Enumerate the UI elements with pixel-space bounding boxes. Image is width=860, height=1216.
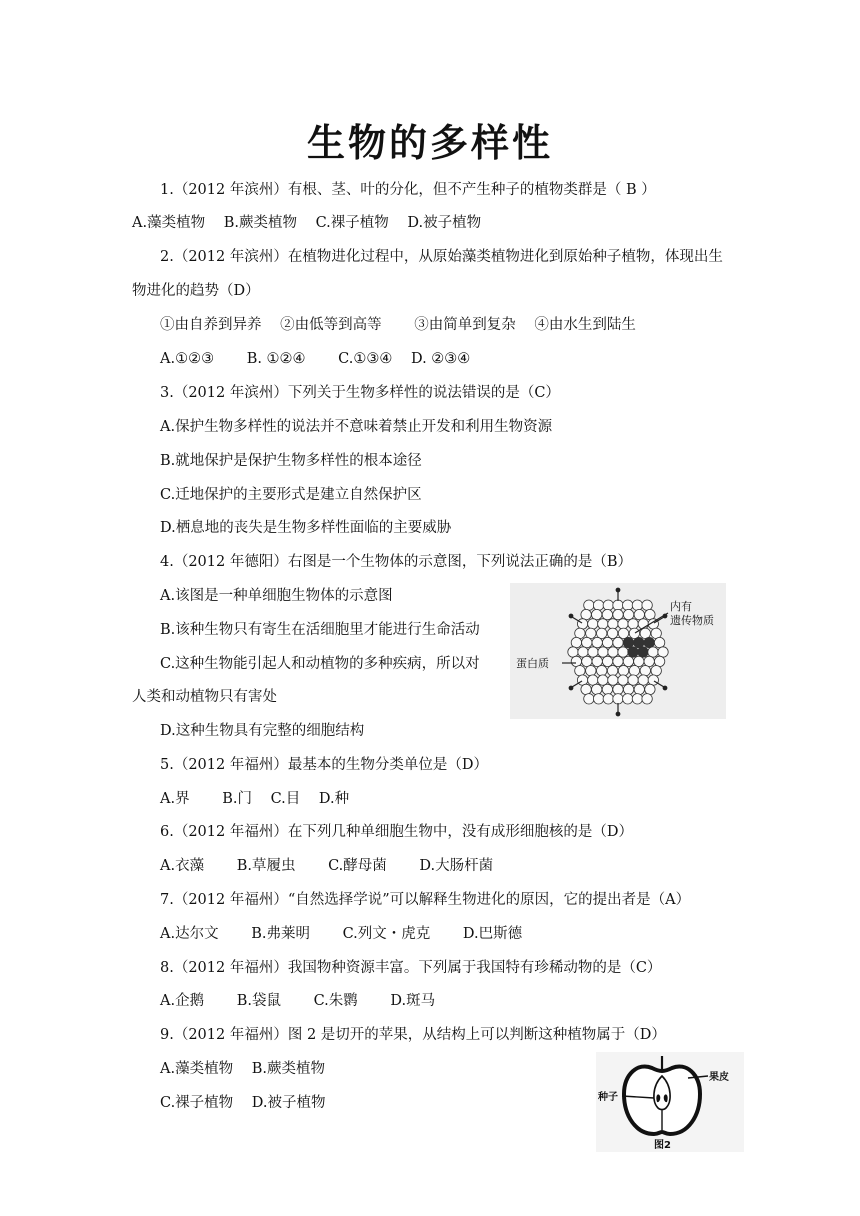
capsid-sphere [571,656,581,666]
capsid-sphere [634,684,644,694]
capsid-sphere [582,656,592,666]
option-c: C.酵母菌 [328,858,387,874]
capsid-sphere [642,600,652,610]
capsid-sphere [634,637,644,647]
capsid-sphere [607,666,617,676]
capsid-sphere [568,647,578,657]
apple-cross-section-figure [596,1052,744,1152]
option-a: A.藻类植物 [160,1061,234,1077]
statement-2: ②由低等到高等 [280,317,382,333]
capsid-sphere [598,647,608,657]
question-8-options [160,991,435,1011]
question-5-options [160,789,349,809]
question-7-options [160,924,522,944]
capsid-sphere [638,647,648,657]
option-b: B. ①②④ [246,351,306,367]
capsid-sphere [654,656,664,666]
capsid-sphere [623,637,633,647]
capsid-sphere [629,628,639,638]
capsid-sphere [577,675,587,685]
capsid-sphere [638,675,648,685]
capsid-sphere [607,628,617,638]
option-d: D.被子植物 [407,215,482,231]
option-a: A.界 [160,791,190,807]
capsid-sphere [613,609,623,619]
question-3-option-d: D.栖息地的丧失是生物多样性面临的主要威胁 [160,520,452,536]
capsid-sphere [613,694,623,704]
question-6-options [160,856,493,876]
capsid-sphere [634,609,644,619]
option-c: C.朱鹮 [313,993,358,1009]
capsid-sphere [608,675,618,685]
capsid-sphere [597,628,607,638]
capsid-sphere [603,694,613,704]
capsid-sphere [634,656,644,666]
page-title: 生物的多样性 [306,121,553,165]
option-b: B.草履虫 [236,858,296,874]
capsid-sphere [644,637,654,647]
statement-4: ④由水生到陆生 [534,317,636,333]
question-4-option-a: A.该图是一种单细胞生物体的示意图 [160,588,393,604]
option-d: D. ②③④ [410,351,471,367]
label-seed: 种子 [598,1092,618,1103]
question-4-stem: 4.（2012 年德阳）右图是一个生物体的示意图，下列说法正确的是（B） [160,554,632,570]
question-5-stem: 5.（2012 年福州）最基本的生物分类单位是（D） [160,757,488,773]
capsid-sphere [575,628,585,638]
option-d: D.种 [318,791,350,807]
capsid-sphere [602,637,612,647]
capsid-sphere [582,637,592,647]
capsid-sphere [623,609,633,619]
option-b: B.门 [222,791,252,807]
capsid-sphere [623,600,633,610]
capsid-sphere [618,647,628,657]
capsid-sphere [584,694,594,704]
virus-diagram [510,583,726,719]
capsid-sphere [592,609,602,619]
capsid-sphere [575,666,585,676]
option-a: A.藻类植物 [132,215,206,231]
option-a: A.衣藻 [160,858,205,874]
capsid-sphere [618,666,628,676]
option-d: D.巴斯德 [462,926,523,942]
capsid-sphere [584,600,594,610]
statement-3: ③由简单到复杂 [414,317,516,333]
option-d: D.被子植物 [251,1095,326,1111]
option-c: C.①③④ [338,351,393,367]
option-b: B.弗莱明 [251,926,310,942]
question-6-stem: 6.（2012 年福州）在下列几种单细胞生物中，没有成形细胞核的是（D） [160,824,633,840]
capsid-sphere [593,600,603,610]
capsid-sphere [592,684,602,694]
capsid-sphere [628,647,638,657]
capsid-sphere [654,637,664,647]
capsid-sphere [571,637,581,647]
capsid-sphere [658,647,668,657]
capsid-sphere [645,684,655,694]
capsid-sphere [632,600,642,610]
capsid-sphere [581,609,591,619]
capsid-sphere [586,666,596,676]
question-9-stem: 9.（2012 年福州）图 2 是切开的苹果，从结构上可以判断这种植物属于（D） [160,1027,666,1043]
question-4-option-d: D.这种生物具有完整的细胞结构 [160,723,365,739]
option-a: A.达尔文 [160,926,219,942]
question-2-statements [160,315,636,335]
capsid-sphere [613,637,623,647]
question-3-option-b: B.就地保护是保护生物多样性的根本途径 [160,453,422,469]
question-4-option-c-cont: 人类和动植物只有害处 [132,689,277,705]
capsid-sphere [618,619,628,629]
capsid-sphere [632,694,642,704]
capsid-sphere [597,666,607,676]
capsid-sphere [588,619,598,629]
label-genetic-material-2: 遗传物质 [670,614,714,627]
option-c: C.目 [270,791,301,807]
option-b: B.蕨类植物 [223,215,297,231]
capsid-sphere [628,619,638,629]
capsid-sphere [651,666,661,676]
option-b: B.袋鼠 [236,993,281,1009]
question-3-option-a: A.保护生物多样性的说法并不意味着禁止开发和利用生物资源 [160,419,553,435]
capsid-sphere [623,684,633,694]
label-peel: 果皮 [709,1072,729,1083]
question-2-stem-cont: 物进化的趋势（D） [132,283,260,299]
capsid-sphere [642,694,652,704]
capsid-sphere [651,628,661,638]
option-d: D.大肠杆菌 [419,858,494,874]
capsid-sphere [581,684,591,694]
capsid-sphere [592,656,602,666]
label-genetic-material-1: 内有 [670,600,692,613]
option-a: A.企鹅 [160,993,205,1009]
capsid-sphere [608,647,618,657]
capsid-sphere [586,628,596,638]
option-d: D.斑马 [390,993,436,1009]
capsid-sphere [598,619,608,629]
question-1-options [132,213,481,233]
question-4-option-b: B.该种生物只有寄生在活细胞里才能进行生命活动 [160,622,480,638]
question-3-option-c: C.迁地保护的主要形式是建立自然保护区 [160,487,422,503]
capsid-sphere [613,600,623,610]
capsid-sphere [602,656,612,666]
capsid-sphere [593,694,603,704]
capsid-sphere [588,675,598,685]
capsid-sphere [598,675,608,685]
capsid-sphere [618,628,628,638]
capsid-sphere [628,675,638,685]
question-9-options-row-1 [160,1059,325,1079]
option-c: C.列文・虎克 [342,926,431,942]
statement-1: ①由自养到异养 [160,317,262,333]
capsid-sphere [618,675,628,685]
option-c: C.裸子植物 [160,1095,234,1111]
capsid-sphere [623,656,633,666]
capsid-sphere [648,675,658,685]
figure-caption: 图2 [654,1140,671,1151]
capsid-sphere [602,684,612,694]
capsid-sphere [644,656,654,666]
capsid-sphere [592,637,602,647]
capsid-sphere [640,666,650,676]
question-2-stem: 2.（2012 年滨州）在植物进化过程中，从原始藻类植物进化到原始种子植物，体现出生 [160,249,723,265]
capsid-sphere [588,647,598,657]
capsid-sphere [603,600,613,610]
capsid-sphere [578,647,588,657]
capsid-sphere [613,684,623,694]
question-9-options-row-2 [160,1093,326,1113]
capsid-sphere [648,647,658,657]
option-c: C.裸子植物 [315,215,389,231]
question-3-stem: 3.（2012 年滨州）下列关于生物多样性的说法错误的是（C） [160,385,560,401]
capsid-sphere [602,609,612,619]
question-7-stem: 7.（2012 年福州）“自然选择学说”可以解释生物进化的原因，它的提出者是（A） [160,892,691,908]
capsid-sphere [577,619,587,629]
capsid-sphere [629,666,639,676]
question-8-stem: 8.（2012 年福州）我国物种资源丰富。下列属于我国特有珍稀动物的是（C） [160,960,662,976]
capsid-sphere [608,619,618,629]
question-2-options [160,349,470,369]
question-4-option-c: C.这种生物能引起人和动植物的多种疾病，所以对 [160,656,480,672]
capsid-sphere [645,609,655,619]
capsid-sphere [623,694,633,704]
capsid-sphere [613,656,623,666]
option-b: B.蕨类植物 [251,1061,325,1077]
question-1-stem: 1.（2012 年滨州）有根、茎、叶的分化，但不产生种子的植物类群是（ B ） [160,182,656,198]
option-a: A.①②③ [160,351,215,367]
label-protein: 蛋白质 [516,657,549,670]
